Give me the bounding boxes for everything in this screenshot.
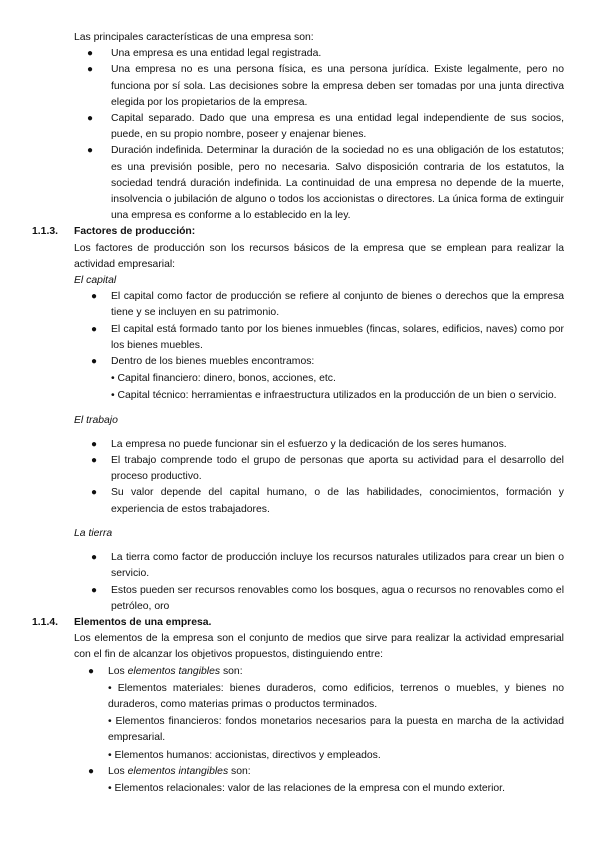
subheading-trabajo: El trabajo (74, 414, 118, 426)
elementos-list (0, 664, 600, 798)
section-description: Los factores de producción son los recursos básicos de la empresa que se emplean para realizar la actividad empresarial: (74, 242, 564, 270)
list-item: ● El trabajo comprende todo el grupo de personas que aporta su actividad para el desarrollo del proceso productivo. (91, 455, 564, 483)
bullet-icon: ● (91, 356, 98, 368)
list-item: ● La empresa no puede funcionar sin el esfuerzo y la dedicación de los seres humanos. (111, 437, 564, 453)
section-heading-elementos (32, 615, 600, 631)
section-heading-factores (32, 224, 600, 240)
bullet-icon: ● (88, 665, 95, 677)
list-item: ● El capital como factor de producción se refiere al conjunto de bienes o derechos que la empresa tiene y se incluyen en su patrimonio. (91, 291, 564, 319)
subheading-tierra: La tierra (74, 527, 113, 539)
document-page (0, 30, 600, 797)
list-item: ● Una empresa es una entidad legal registrada. (111, 46, 564, 62)
bullet-icon: ● (91, 552, 98, 564)
section-description: Los elementos de la empresa son el conjunto de medios que sirve para realizar la actividad empresarial con el fin de alcanzar los objetivos propuestos, distinguiendo entre: (74, 633, 564, 661)
bullet-icon: ● (91, 291, 98, 303)
section-number: 1.1.4. (32, 616, 58, 628)
bullet-icon: ● (91, 323, 98, 335)
list-item: ● Capital separado. Dado que una empresa es una entidad legal independiente de sus socios, puede, en su propio nombre, poseer y enajenar bienes. (87, 113, 564, 141)
bullet-icon: ● (87, 48, 94, 60)
sub-item: • Elementos humanos: accionistas, directivos y empleados. (108, 749, 381, 761)
list-item: ● Los elementos intangibles son: • Elementos relacionales: valor de las relaciones de la empresa con el mundo exterior. (108, 764, 564, 797)
bullet-icon: ● (91, 584, 98, 596)
list-item: ● Estos pueden ser recursos renovables como los bosques, agua o recursos no renovables como el petróleo, oro (91, 584, 564, 612)
list-item: ● La tierra como factor de producción incluye los recursos naturales utilizados para crear un bien o servicio. (91, 552, 564, 580)
bullet-icon: ● (87, 64, 94, 76)
bullet-icon: ● (91, 438, 98, 450)
sub-item: • Elementos financieros: fondos monetarios necesarios para la puesta en marcha de la actividad empresarial. (108, 716, 564, 744)
section-title: Factores de producción: (74, 226, 196, 238)
section-title: Elementos de una empresa. (74, 616, 212, 628)
section-number: 1.1.3. (32, 226, 58, 238)
sub-item: • Elementos materiales: bienes duraderos, como edificios, terrenos o muebles, y bienes no duraderos, como materias primas o productos terminados. (108, 682, 564, 710)
capital-list (0, 289, 600, 404)
list-item: ● Su valor depende del capital humano, o de las habilidades, conocimientos, formación y experiencia de estos trabajadores. (91, 487, 564, 515)
bullet-icon: ● (87, 145, 94, 157)
list-item: ● Los elementos tangibles son: • Elementos materiales: bienes duraderos, como edificios, terrenos o muebles, y bienes no duraderos, como materias primas o productos terminados. • Elementos financieros: fondos monetarios necesarios para la puesta en marcha de la actividad empresarial. • Elementos humanos: accionistas, directivos y empleados. (108, 664, 564, 764)
list-item: ● Una empresa no es una persona física, es una persona jurídica. Existe legalmente, pero no funciona por sí sola. Las decisiones sobre la empresa deben ser tomadas por una junta directiva elegida por los propietarios de la empresa. (87, 64, 564, 108)
trabajo-list (0, 437, 600, 518)
sub-item: • Elementos relacionales: valor de las relaciones de la empresa con el mundo exterior. (108, 782, 505, 794)
list-item: ● Duración indefinida. Determinar la duración de la sociedad no es una obligación de los estatutos; es una previsión posible, pero no necesaria. Salvo disposición contraria de los estatutos, la sociedad tendrá duración indefinida. La continuidad de una empresa no depende de la muerte, insolvencia o jubilación de alguno o todos los accionistas o directores. La única forma de extinguir una empresa es conforme a lo establecido en la ley. (87, 145, 564, 222)
list-item: ● Dentro de los bienes muebles encontramos: • Capital financiero: dinero, bonos, acciones, etc. • Capital técnico: herramientas e infraestructura utilizados en la producción de un bien o servicio. (111, 354, 564, 405)
intro-paragraph: Las principales características de una empresa son: (74, 32, 314, 43)
subheading-capital: El capital (74, 275, 117, 287)
sub-item: • Capital financiero: dinero, bonos, acciones, etc. (111, 373, 336, 385)
bullet-icon: ● (91, 487, 98, 499)
bullet-icon: ● (88, 765, 95, 777)
characteristics-list (0, 46, 600, 224)
bullet-icon: ● (87, 113, 94, 125)
tierra-list (0, 550, 600, 615)
list-item: ● El capital está formado tanto por los bienes inmuebles (fincas, solares, edificios, naves) como por los bienes muebles. (91, 323, 564, 351)
bullet-icon: ● (91, 455, 98, 467)
sub-item: • Capital técnico: herramientas e infraestructura utilizados en la producción de un bien o servicio. (111, 390, 557, 402)
